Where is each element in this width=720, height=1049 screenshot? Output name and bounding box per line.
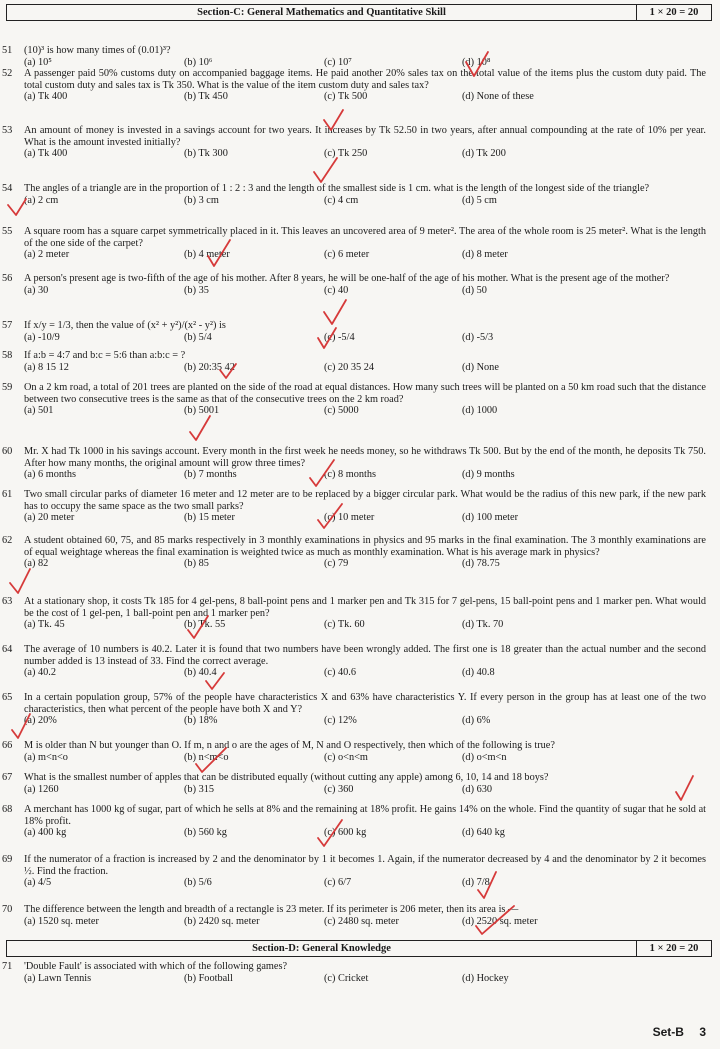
question-number: 67 <box>2 772 13 783</box>
option-a[interactable]: (a) 400 kg <box>24 827 67 839</box>
option-a[interactable]: (a) Lawn Tennis <box>24 972 92 984</box>
option-b[interactable]: (b) 18% <box>184 715 218 727</box>
option-b[interactable]: (b) 5/6 <box>184 877 212 889</box>
question-number: 64 <box>2 644 13 655</box>
option-c[interactable]: (c) 360 <box>324 783 354 795</box>
option-c[interactable]: (c) 20 35 24 <box>324 361 375 373</box>
option-a[interactable]: (a) 30 <box>24 284 49 296</box>
section-c-title: Section-C: General Mathematics and Quantitative Skill <box>197 7 446 18</box>
option-d[interactable]: (d) o<m<n <box>462 751 507 763</box>
question-number: 65 <box>2 692 13 703</box>
question-71 <box>0 961 712 985</box>
question-number: 51 <box>2 45 13 56</box>
tick-mark-icon <box>190 416 210 440</box>
option-c[interactable]: (c) 5000 <box>324 405 359 417</box>
option-a[interactable]: (a) -10/9 <box>24 331 60 343</box>
option-d[interactable]: (d) 8 meter <box>462 249 508 261</box>
option-c[interactable]: (c) 10⁷ <box>324 56 352 68</box>
question-63 <box>0 596 712 631</box>
option-d[interactable]: (d) 7/8 <box>462 877 490 889</box>
question-number: 70 <box>2 904 13 915</box>
question-text: Two small circular parks of diameter 16 meter and 12 meter are to be replaced by a bigger circular park. What would be the radius of this new park, if the new park has to occupy the same space as the two small parks? <box>24 489 706 512</box>
question-57 <box>0 320 712 344</box>
question-number: 62 <box>2 535 13 546</box>
option-a[interactable]: (a) Tk. 45 <box>24 619 65 631</box>
option-b[interactable]: (b) n<m<o <box>184 751 229 763</box>
options-row <box>24 249 712 261</box>
question-text: (10)³ is how many times of (0.01)³? <box>24 45 171 56</box>
option-b[interactable]: (b) 315 <box>184 783 215 795</box>
section-d-title: Section-D: General Knowledge <box>252 943 391 954</box>
set-label: Set-B <box>652 1025 684 1039</box>
question-number: 59 <box>2 382 13 393</box>
option-d[interactable]: (d) 2520 sq. meter <box>462 915 538 927</box>
question-text: A student obtained 60, 75, and 85 marks respectively in 3 monthly examinations in physics and 95 marks in the final examination. The 3 monthly examinations are of equal weightage whereas the final examination is weighted twice as much as monthly examination. What is his average mark in physics? <box>24 535 706 558</box>
option-a[interactable]: (a) 1520 sq. meter <box>24 915 99 927</box>
option-c[interactable]: (c) 8 months <box>324 469 377 481</box>
question-text: A passenger paid 50% customs duty on accompanied baggage items. He paid another 20% sales tax on the total value of the items plus the custom duty paid. The total custom duty and sales tax is Tk 350. What is the value of the item custom duty and sales tax? <box>24 68 706 91</box>
question-56 <box>0 273 712 297</box>
option-b[interactable]: (b) 15 meter <box>184 512 235 524</box>
question-number: 60 <box>2 446 13 457</box>
options-row <box>24 619 712 631</box>
question-text: The average of 10 numbers is 40.2. Later it is found that two numbers have been wrongly added. The first one is 18 greater than the actual number and the second number added is 13 instead of 33. Find the correct average. <box>24 644 706 667</box>
option-d[interactable]: (d) 1000 <box>462 405 498 417</box>
option-d[interactable]: (d) 100 meter <box>462 512 519 524</box>
question-52 <box>0 68 712 103</box>
option-b[interactable]: (b) 10⁶ <box>184 56 213 68</box>
options-row <box>24 667 712 679</box>
option-a[interactable]: (a) 2 meter <box>24 249 70 261</box>
tick-mark-icon <box>314 158 337 182</box>
question-text: At a stationary shop, it costs Tk 185 for 4 gel-pens, 8 ball-point pens and 1 marker pen and Tk 315 for 7 gel-pens, 15 ball-point pens and 1 marker pen. What would be the cost of 1 gel-pen, 1 ball-point pen and 1 marker pen? <box>24 596 706 619</box>
option-a[interactable]: (a) 20 meter <box>24 512 75 524</box>
question-number: 55 <box>2 226 13 237</box>
question-text: A person's present age is two-fifth of the age of his mother. After 8 years, he will be one-half of the age of his mother. What is the present age of the mother? <box>24 273 670 284</box>
options-row <box>24 973 712 985</box>
option-d[interactable]: (d) 40.8 <box>462 667 495 679</box>
option-c[interactable]: (c) 2480 sq. meter <box>324 915 399 927</box>
option-a[interactable]: (a) Tk 400 <box>24 148 68 160</box>
options-row <box>24 148 712 160</box>
option-c[interactable]: (c) 40.6 <box>324 667 357 679</box>
question-70 <box>0 904 712 928</box>
options-row <box>24 715 712 727</box>
options-row <box>24 285 712 297</box>
question-64 <box>0 644 712 679</box>
option-b[interactable]: (b) Tk. 55 <box>184 619 226 631</box>
question-text: A square room has a square carpet symmetrically placed in it. This leaves an uncovered area of 9 meter². The area of the whole room is 25 meter². What is the length of the one side of the carpet? <box>24 226 706 249</box>
option-c[interactable]: (c) Tk 500 <box>324 91 368 103</box>
question-67 <box>0 772 712 796</box>
option-d[interactable]: (d) Hockey <box>462 972 509 984</box>
question-text: M is older than N but younger than O. If m, n and o are the ages of M, N and O respectively, then which of the following is true? <box>24 740 555 751</box>
question-number: 53 <box>2 125 13 136</box>
question-51 <box>0 45 712 69</box>
question-text: 'Double Fault' is associated with which of the following games? <box>24 961 288 972</box>
options-row <box>24 916 712 928</box>
option-b[interactable]: (b) 5/4 <box>184 331 212 343</box>
question-54 <box>0 183 712 207</box>
option-d[interactable]: (d) None of these <box>462 91 534 103</box>
option-c[interactable]: (c) 79 <box>324 558 349 570</box>
question-text: In a certain population group, 57% of the people have characteristics X and 63% have characteristics Y. If every person in the group has at least one of the two characteristics, then what percent of the people have both X and Y? <box>24 692 706 715</box>
option-d[interactable]: (d) 10⁸ <box>462 56 491 68</box>
question-53 <box>0 125 712 160</box>
question-55 <box>0 226 712 261</box>
option-b[interactable]: (b) 7 months <box>184 469 237 481</box>
question-number: 66 <box>2 740 13 751</box>
question-60 <box>0 446 712 481</box>
option-b[interactable]: (b) Football <box>184 972 233 984</box>
options-row <box>24 195 712 207</box>
option-c[interactable]: (c) 40 <box>324 284 349 296</box>
option-c[interactable]: (c) 6/7 <box>324 877 352 889</box>
option-a[interactable]: (a) 20% <box>24 715 57 727</box>
options-row <box>24 752 712 764</box>
option-b[interactable]: (b) 20:35 42 <box>184 361 235 373</box>
question-text: On a 2 km road, a total of 201 trees are planted on the side of the road at equal distances. How many such trees will be planted on a 50 km road such that the distance between two consecutive trees is the same as that of the consecutive trees on the 2 km road? <box>24 382 706 405</box>
question-number: 57 <box>2 320 13 331</box>
question-61 <box>0 489 712 524</box>
section-c-marks: 1 × 20 = 20 <box>636 5 711 20</box>
option-a[interactable]: (a) 8 15 12 <box>24 361 69 373</box>
question-text: If x/y = 1/3, then the value of (x² + y²)/(x² - y²) is <box>24 320 226 331</box>
question-68 <box>0 804 712 839</box>
option-d[interactable]: (d) 9 months <box>462 469 515 481</box>
option-a[interactable]: (a) m<n<o <box>24 751 68 763</box>
option-d[interactable]: (d) Tk 200 <box>462 148 506 160</box>
options-row <box>24 469 712 481</box>
option-a[interactable]: (a) 82 <box>24 558 49 570</box>
option-d[interactable]: (d) 50 <box>462 284 487 296</box>
page-number: 3 <box>699 1025 706 1039</box>
options-row <box>24 91 712 103</box>
options-row <box>24 332 712 344</box>
option-a[interactable]: (a) 4/5 <box>24 877 52 889</box>
options-row <box>24 362 712 374</box>
options-row <box>24 57 712 69</box>
option-d[interactable]: (d) 630 <box>462 783 493 795</box>
options-row <box>24 827 712 839</box>
question-text: A merchant has 1000 kg of sugar, part of which he sells at 8% and the remaining at 18% profit. He gains 14% on the whole. Find the quantity of sugar that he sold at 18% profit. <box>24 804 706 827</box>
option-a[interactable]: (a) 1260 <box>24 783 59 795</box>
option-b[interactable]: (b) 35 <box>184 284 209 296</box>
option-a[interactable]: (a) Tk 400 <box>24 91 68 103</box>
question-62 <box>0 535 712 570</box>
option-c[interactable]: (c) 600 kg <box>324 827 367 839</box>
option-d[interactable]: (d) 6% <box>462 715 491 727</box>
tick-mark-icon <box>10 569 30 593</box>
option-a[interactable]: (a) 6 months <box>24 469 77 481</box>
option-c[interactable]: (c) 10 meter <box>324 512 375 524</box>
question-text: The difference between the length and breadth of a rectangle is 23 meter. If its perimeter is 206 meter, then its area is — <box>24 904 519 915</box>
option-c[interactable]: (c) Cricket <box>324 972 369 984</box>
option-b[interactable]: (b) 2420 sq. meter <box>184 915 260 927</box>
option-c[interactable]: (c) o<n<m <box>324 751 368 763</box>
question-text: Mr. X had Tk 1000 in his savings account. Every month in the first week he needs money, so he withdraws Tk 500. But by the end of the month, he deposits Tk 750. After how many months, the original amount will grow three times? <box>24 446 706 469</box>
option-a[interactable]: (a) 40.2 <box>24 667 57 679</box>
question-text: If a:b = 4:7 and b:c = 5:6 than a:b:c = ? <box>24 350 186 361</box>
question-number: 68 <box>2 804 13 815</box>
option-d[interactable]: (d) None <box>462 361 499 373</box>
question-text: What is the smallest number of apples that can be distributed equally (without cutting any apple) among 6, 10, 14 and 18 boys? <box>24 772 549 783</box>
option-c[interactable]: (c) 4 cm <box>324 194 359 206</box>
question-text: If the numerator of a fraction is increased by 2 and the denominator by 1 it becomes 1. Again, if the numerator decreased by 4 and the denominator by 2 it becomes ½. Find the fraction. <box>24 854 706 877</box>
option-d[interactable]: (d) -5/3 <box>462 331 494 343</box>
section-c-header <box>6 4 712 21</box>
question-number: 61 <box>2 489 13 500</box>
question-66 <box>0 740 712 764</box>
option-b[interactable]: (b) 4 meter <box>184 249 230 261</box>
option-c[interactable]: (c) 6 meter <box>324 249 370 261</box>
question-number: 58 <box>2 350 13 361</box>
option-a[interactable]: (a) 10⁵ <box>24 56 52 68</box>
question-number: 52 <box>2 68 13 79</box>
question-number: 69 <box>2 854 13 865</box>
option-d[interactable]: (d) 640 kg <box>462 827 505 839</box>
question-number: 56 <box>2 273 13 284</box>
options-row <box>24 784 712 796</box>
option-b[interactable]: (b) Tk 300 <box>184 148 228 160</box>
question-number: 54 <box>2 183 13 194</box>
option-a[interactable]: (a) 501 <box>24 405 54 417</box>
question-number: 71 <box>2 961 13 972</box>
options-row <box>24 405 712 417</box>
section-d-header <box>6 940 712 957</box>
option-c[interactable]: (c) 12% <box>324 715 357 727</box>
option-d[interactable]: (d) 5 cm <box>462 194 497 206</box>
question-58 <box>0 350 712 374</box>
option-b[interactable]: (b) 5001 <box>184 405 220 417</box>
option-b[interactable]: (b) Tk 450 <box>184 91 228 103</box>
question-number: 63 <box>2 596 13 607</box>
question-69 <box>0 854 712 889</box>
options-row <box>24 512 712 524</box>
options-row <box>24 877 712 889</box>
question-text: An amount of money is invested in a savings account for two years. It increases by Tk 52.50 in two years, after annual compounding at the rate of 10% per year. What is the amount invested initially? <box>24 125 706 148</box>
question-59 <box>0 382 712 417</box>
question-65 <box>0 692 712 727</box>
page-footer <box>653 1025 706 1039</box>
option-d[interactable]: (d) Tk. 70 <box>462 619 504 631</box>
option-b[interactable]: (b) 85 <box>184 558 209 570</box>
option-a[interactable]: (a) 2 cm <box>24 194 59 206</box>
option-c[interactable]: (c) Tk. 60 <box>324 619 365 631</box>
option-b[interactable]: (b) 3 cm <box>184 194 219 206</box>
option-c[interactable]: (c) Tk 250 <box>324 148 368 160</box>
option-c[interactable]: (c) -5/4 <box>324 331 355 343</box>
option-b[interactable]: (b) 560 kg <box>184 827 227 839</box>
question-text: The angles of a triangle are in the proportion of 1 : 2 : 3 and the length of the smallest side is 1 cm. what is the length of the longest side of the triangle? <box>24 183 650 194</box>
option-d[interactable]: (d) 78.75 <box>462 558 500 570</box>
option-b[interactable]: (b) 40.4 <box>184 667 217 679</box>
section-d-marks: 1 × 20 = 20 <box>636 941 711 956</box>
options-row <box>24 558 712 570</box>
